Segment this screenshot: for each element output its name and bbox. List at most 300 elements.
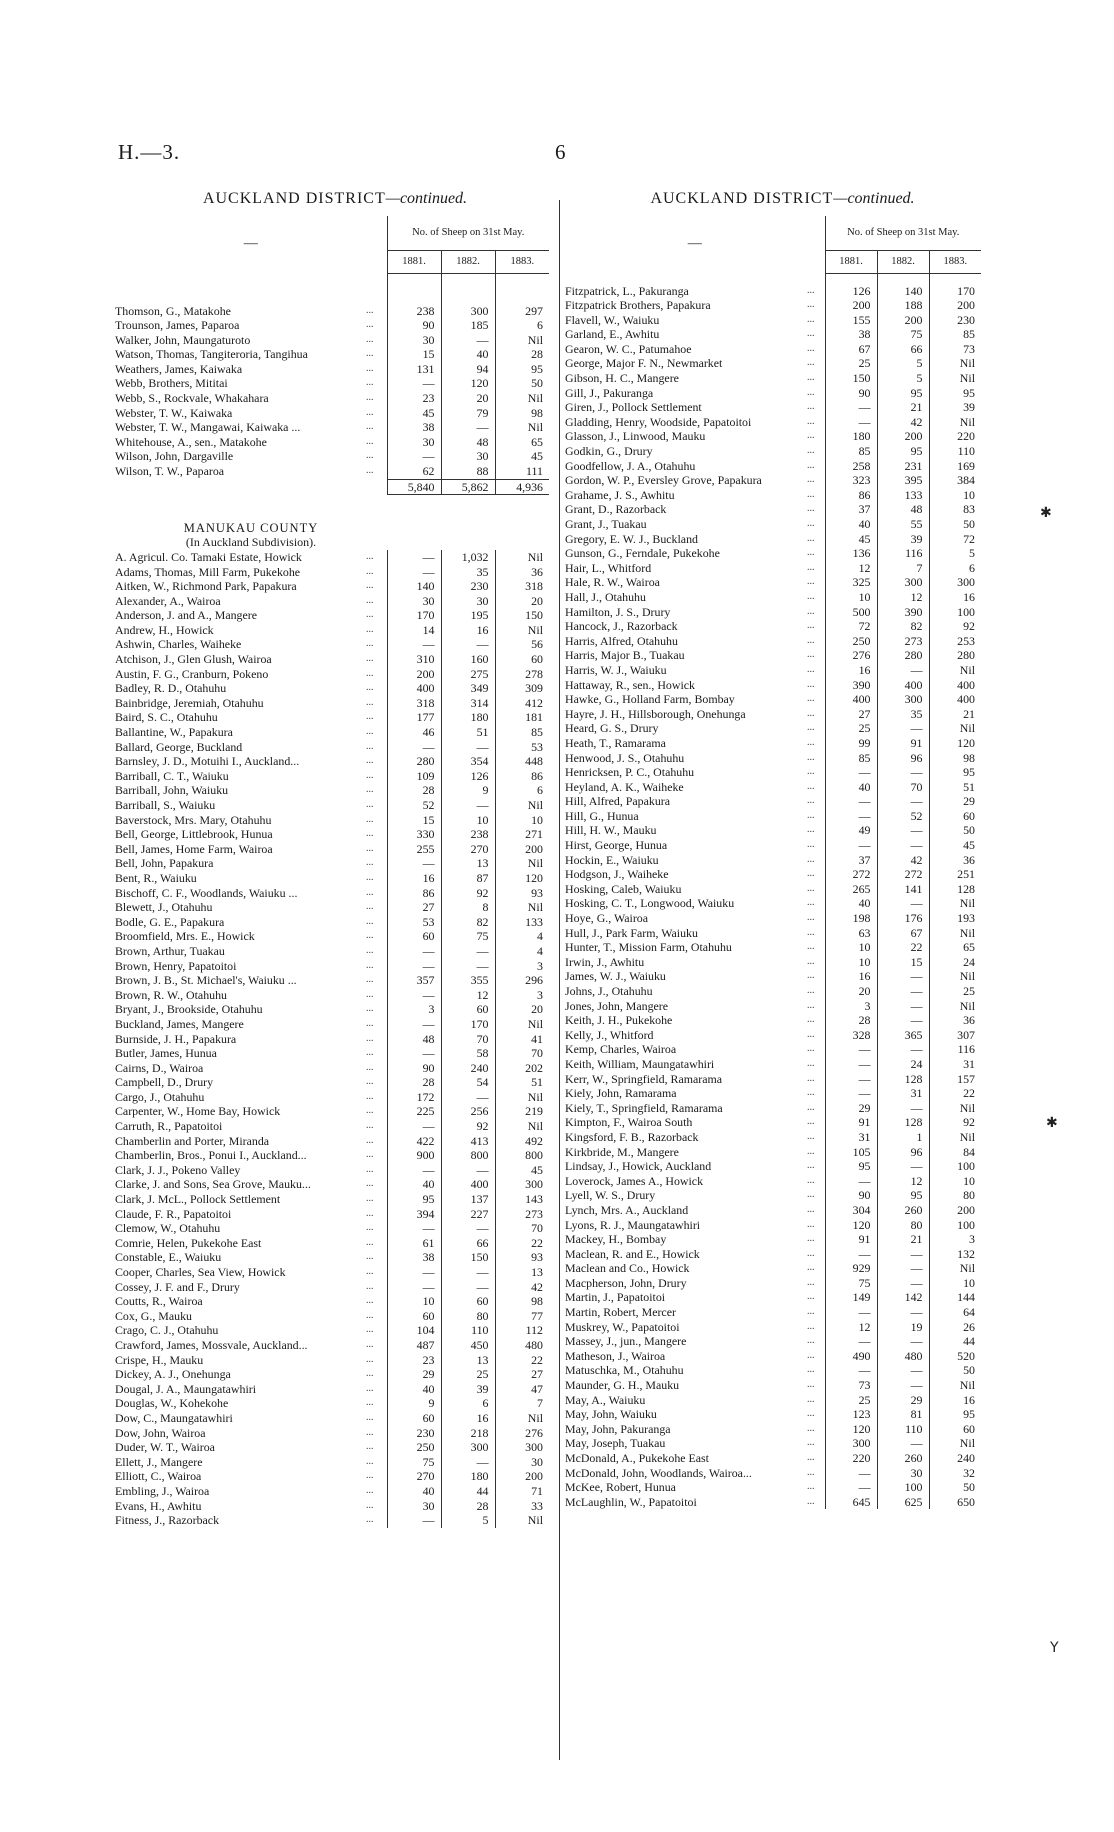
sheep-count: 110 xyxy=(877,1422,929,1437)
sheep-count: 10 xyxy=(495,813,549,828)
sheep-count: 300 xyxy=(825,1436,877,1451)
sheep-count: 21 xyxy=(877,1232,929,1247)
sheep-count: 28 xyxy=(387,783,441,798)
leader-dots: ... xyxy=(366,377,374,389)
sheep-count: 15 xyxy=(387,813,441,828)
owner-name: Henwood, J. S., Otahuhu xyxy=(565,750,685,765)
sheep-count: 330 xyxy=(387,827,441,842)
sheep-count: 27 xyxy=(387,900,441,915)
owner-name: Dow, C., Maungatawhiri xyxy=(115,1410,233,1425)
sheep-count: 10 xyxy=(929,488,981,503)
sheep-count: 1,032 xyxy=(441,550,495,565)
owner-name: Ellett, J., Mangere xyxy=(115,1454,203,1469)
table-row xyxy=(115,696,549,711)
sheep-count: Nil xyxy=(495,900,549,915)
leader-dots: ... xyxy=(366,813,374,825)
sheep-count: 91 xyxy=(877,736,929,751)
sheep-count: 75 xyxy=(441,929,495,944)
sheep-count: — xyxy=(441,333,495,348)
sheep-count: 41 xyxy=(495,1032,549,1047)
owner-name: Hattaway, R., sen., Howick xyxy=(565,677,695,692)
owner-name: Heath, T., Ramarama xyxy=(565,735,666,750)
sheep-count: 200 xyxy=(495,842,549,857)
sheep-count: 172 xyxy=(387,1090,441,1105)
right-column-title: AUCKLAND DISTRICT—continued. xyxy=(650,190,915,207)
sheep-count: 30 xyxy=(387,1499,441,1514)
sheep-count: — xyxy=(877,1276,929,1291)
owner-name: Hull, J., Park Farm, Waiuku xyxy=(565,925,698,940)
owner-name: Gearon, W. C., Patumahoe xyxy=(565,341,692,356)
table-row xyxy=(565,1378,981,1393)
owner-name: May, John, Pakuranga xyxy=(565,1421,671,1436)
sheep-count: 25 xyxy=(441,1367,495,1382)
table-row xyxy=(115,1148,549,1163)
sheep-count: 448 xyxy=(495,754,549,769)
owner-name: Trounson, James, Paparoa xyxy=(115,318,240,333)
table-row xyxy=(115,681,549,696)
sheep-count: 77 xyxy=(495,1309,549,1324)
leader-dots: ... xyxy=(366,1411,374,1423)
sheep-count: 70 xyxy=(495,1221,549,1236)
sheep-count: 39 xyxy=(441,1382,495,1397)
sheep-count: — xyxy=(441,1455,495,1470)
owner-name: Baverstock, Mrs. Mary, Otahuhu xyxy=(115,812,272,827)
table-row xyxy=(565,678,981,693)
leader-dots: ... xyxy=(807,605,815,617)
sheep-count: — xyxy=(441,944,495,959)
sheep-count: 170 xyxy=(929,284,981,299)
owner-name: Gregory, E. W. J., Buckland xyxy=(565,531,698,546)
sheep-count: 92 xyxy=(441,1119,495,1134)
owner-name: Badley, R. D., Otahuhu xyxy=(115,681,227,696)
sheep-count: 60 xyxy=(929,1422,981,1437)
leader-dots: ... xyxy=(807,357,815,369)
sheep-count: 365 xyxy=(877,1028,929,1043)
sheep-count: 12 xyxy=(877,1174,929,1189)
leader-dots: ... xyxy=(366,974,374,986)
sheep-count: 73 xyxy=(929,342,981,357)
sheep-count: 70 xyxy=(441,1032,495,1047)
owner-name: Watson, Thomas, Tangiteroria, Tangihua xyxy=(115,347,308,362)
owner-name: Flavell, W., Waiuku xyxy=(565,312,660,327)
leader-dots: ... xyxy=(366,580,374,592)
table-row xyxy=(115,652,549,667)
sheep-count: 96 xyxy=(877,1145,929,1160)
sheep-count: 328 xyxy=(825,1028,877,1043)
leader-dots: ... xyxy=(366,726,374,738)
owner-name: Kiely, T., Springfield, Ramarama xyxy=(565,1100,723,1115)
leader-dots: ... xyxy=(807,1028,815,1040)
table-row xyxy=(565,1188,981,1203)
sheep-count: 71 xyxy=(495,1484,549,1499)
table-row xyxy=(565,1290,981,1305)
sheep-count: 95 xyxy=(387,1192,441,1207)
sheep-count: 38 xyxy=(825,327,877,342)
sheep-count: 12 xyxy=(825,561,877,576)
year-header: 1883. xyxy=(929,251,981,274)
sheep-count: 90 xyxy=(825,386,877,401)
owner-name: George, Major F. N., Newmarket xyxy=(565,356,723,371)
table-row xyxy=(565,1363,981,1378)
sheep-count: 500 xyxy=(825,605,877,620)
sheep-count: — xyxy=(877,1334,929,1349)
sheep-count: — xyxy=(877,1305,929,1320)
sheep-count: 24 xyxy=(877,1057,929,1072)
leader-dots: ... xyxy=(807,1218,815,1230)
margin-mark-icon: Y xyxy=(1050,1640,1059,1656)
sheep-count: 28 xyxy=(495,347,549,362)
table-row xyxy=(115,929,549,944)
owner-name: Clark, J. McL., Pollock Settlement xyxy=(115,1192,281,1207)
owner-name: Comrie, Helen, Pukekohe East xyxy=(115,1235,262,1250)
owner-name: Butler, James, Hunua xyxy=(115,1046,217,1061)
sheep-count: 60 xyxy=(441,1294,495,1309)
sheep-count: 35 xyxy=(441,565,495,580)
owner-name: Hosking, C. T., Longwood, Waiuku xyxy=(565,896,735,911)
leader-dots: ... xyxy=(807,985,815,996)
table-row xyxy=(565,356,981,371)
margin-mark-icon: ✱ xyxy=(1046,1115,1058,1131)
owner-name: Lindsay, J., Howick, Auckland xyxy=(565,1159,712,1174)
leader-dots: ... xyxy=(807,1262,815,1274)
sheep-count: — xyxy=(877,1261,929,1276)
owner-name: Hosking, Caleb, Waiuku xyxy=(565,881,682,896)
leader-dots: ... xyxy=(366,450,374,462)
leader-dots: ... xyxy=(366,988,374,1000)
owner-name: Lyell, W. S., Drury xyxy=(565,1188,656,1203)
table-row xyxy=(115,449,549,464)
leader-dots: ... xyxy=(807,736,815,748)
sheep-count: 31 xyxy=(825,1130,877,1145)
table-row xyxy=(565,298,981,313)
sheep-count: Nil xyxy=(929,415,981,430)
page-number: 6 xyxy=(555,140,566,164)
sheep-count: 260 xyxy=(877,1451,929,1466)
owner-name: McDonald, A., Pukekohe East xyxy=(565,1451,709,1465)
sheep-count: 50 xyxy=(929,1363,981,1378)
table-row xyxy=(565,707,981,722)
leader-dots: ... xyxy=(807,415,815,427)
sheep-count: 645 xyxy=(825,1495,877,1510)
right-column xyxy=(565,190,1000,1509)
sheep-count: 100 xyxy=(929,1159,981,1174)
sheep-count: 64 xyxy=(929,1305,981,1320)
total-row xyxy=(115,479,549,495)
sheep-count: 60 xyxy=(929,809,981,824)
leader-dots: ... xyxy=(807,1466,815,1478)
table-row xyxy=(115,769,549,784)
leader-dots: ... xyxy=(807,1379,815,1391)
sheep-count: 37 xyxy=(825,502,877,517)
sheep-count: — xyxy=(825,1480,877,1495)
leader-dots: ... xyxy=(807,1437,815,1449)
leader-dots: ... xyxy=(807,1174,815,1186)
sheep-count: — xyxy=(825,1247,877,1262)
table-row xyxy=(565,605,981,620)
owner-name: Hair, L., Whitford xyxy=(565,560,652,575)
sheep-count: 126 xyxy=(825,284,877,299)
owner-name: Campbell, D., Drury xyxy=(115,1075,214,1090)
table-row xyxy=(115,1104,549,1119)
owner-name: Barriball, S., Waiuku xyxy=(115,798,216,812)
table-row xyxy=(565,400,981,415)
sheep-count: 390 xyxy=(825,678,877,693)
leader-dots: ... xyxy=(807,926,815,938)
owner-name: Brown, Arthur, Tuakau xyxy=(115,943,225,958)
sheep-count: 100 xyxy=(929,605,981,620)
table-row xyxy=(565,751,981,766)
sheep-count: 81 xyxy=(877,1407,929,1422)
table-row xyxy=(115,1411,549,1426)
leader-dots: ... xyxy=(366,930,374,942)
leader-dots: ... xyxy=(807,342,815,354)
owner-name: Adams, Thomas, Mill Farm, Pukekohe xyxy=(115,564,301,579)
leader-dots: ... xyxy=(807,1189,815,1201)
leader-dots: ... xyxy=(366,1470,374,1482)
table-row xyxy=(115,1455,549,1470)
sheep-count: 400 xyxy=(929,678,981,693)
sheep-count: 250 xyxy=(825,634,877,649)
sheep-count: 48 xyxy=(441,435,495,450)
leader-dots: ... xyxy=(366,682,374,694)
sheep-count: — xyxy=(441,1163,495,1178)
owner-name: Hayre, J. H., Hillsborough, Onehunga xyxy=(565,706,746,721)
sheep-count: 92 xyxy=(929,1115,981,1130)
owner-name: Kerr, W., Springfield, Ramarama xyxy=(565,1071,723,1086)
owner-name: Weathers, James, Kaiwaka xyxy=(115,361,243,376)
sheep-count: 45 xyxy=(387,406,441,421)
sheep-count: 5 xyxy=(877,356,929,371)
sheep-count: 1 xyxy=(877,1130,929,1145)
sheep-count: 48 xyxy=(387,1032,441,1047)
table-row xyxy=(565,955,981,970)
sheep-count: 300 xyxy=(877,692,929,707)
table-row xyxy=(115,1367,549,1382)
sheep-count: 7 xyxy=(495,1396,549,1411)
table-row xyxy=(115,1309,549,1324)
sheep-count: 50 xyxy=(929,823,981,838)
sheep-count: 625 xyxy=(877,1495,929,1510)
owner-name: Wilson, John, Dargaville xyxy=(115,449,234,464)
sheep-count: 304 xyxy=(825,1203,877,1218)
table-row xyxy=(115,1353,549,1368)
sheep-count: 12 xyxy=(877,590,929,605)
table-row xyxy=(565,517,981,532)
table-row xyxy=(115,333,549,348)
leader-dots: ... xyxy=(807,1043,815,1055)
table-row xyxy=(565,969,981,984)
leader-dots: ... xyxy=(366,1280,374,1292)
owner-name: Brown, J. B., St. Michael's, Waiuku ... xyxy=(115,973,297,988)
sheep-count: — xyxy=(825,1057,877,1072)
leader-dots: ... xyxy=(807,678,815,690)
sheep-count: 384 xyxy=(929,473,981,488)
table-row xyxy=(565,1101,981,1116)
sheep-count: 105 xyxy=(825,1145,877,1160)
sheep-count: — xyxy=(441,637,495,652)
owner-name: Heyland, A. K., Waiheke xyxy=(565,779,684,794)
owner-name: Fitzpatrick, L., Pakuranga xyxy=(565,283,689,298)
sheep-count: Nil xyxy=(929,1378,981,1393)
leader-dots: ... xyxy=(366,609,374,621)
sheep-count: 86 xyxy=(825,488,877,503)
sheep-count: 46 xyxy=(387,725,441,740)
leader-dots: ... xyxy=(366,1382,374,1394)
sheep-count: 30 xyxy=(441,449,495,464)
owner-name: Carruth, R., Papatoitoi xyxy=(115,1119,223,1134)
sheep-count: 28 xyxy=(441,1499,495,1514)
owner-name: Cairns, D., Wairoa xyxy=(115,1060,204,1075)
owner-name: Duder, W. T., Wairoa xyxy=(115,1440,215,1455)
leader-dots: ... xyxy=(807,955,815,967)
table-row xyxy=(565,1393,981,1408)
sheep-count: 63 xyxy=(825,926,877,941)
sheep-count: — xyxy=(387,1017,441,1032)
owner-name: Elliott, C., Wairoa xyxy=(115,1469,202,1484)
sheep-count: — xyxy=(877,1378,929,1393)
leader-dots: ... xyxy=(807,649,815,661)
sheep-count: 80 xyxy=(929,1188,981,1203)
leader-dots: ... xyxy=(366,392,374,404)
sheep-count: 47 xyxy=(495,1382,549,1397)
owner-name: Barnsley, J. D., Motuihi I., Auckland... xyxy=(115,754,300,769)
sheep-count: 95 xyxy=(929,386,981,401)
sheep-count: — xyxy=(877,1159,929,1174)
sheep-count: 180 xyxy=(825,429,877,444)
sheep-count: — xyxy=(441,1090,495,1105)
year-header: 1882. xyxy=(877,251,929,274)
sheep-count: 929 xyxy=(825,1261,877,1276)
table-row xyxy=(115,1046,549,1061)
sheep-count: 278 xyxy=(495,667,549,682)
owner-name: Barriball, C. T., Waiuku xyxy=(115,768,229,783)
sheep-count: 100 xyxy=(929,1218,981,1233)
leader-dots: ... xyxy=(807,1408,815,1420)
owner-name: Hirst, George, Hunua xyxy=(565,838,668,853)
sheep-count: 13 xyxy=(441,1353,495,1368)
sheep-count: 30 xyxy=(387,333,441,348)
owner-name: McLaughlin, W., Papatoitoi xyxy=(565,1494,697,1509)
sheep-count: 193 xyxy=(929,911,981,926)
owner-name: Maclean, R. and E., Howick xyxy=(565,1246,700,1261)
year-header: 1883. xyxy=(495,251,549,274)
sheep-count: — xyxy=(387,1513,441,1528)
table-row xyxy=(115,623,549,638)
table-row xyxy=(565,1028,981,1043)
sheep-count: — xyxy=(825,1072,877,1087)
sheep-count: 318 xyxy=(387,696,441,711)
sheep-count: — xyxy=(825,838,877,853)
sheep-count: 95 xyxy=(929,1407,981,1422)
leader-dots: ... xyxy=(366,1134,374,1146)
owner-name: Clark, J. J., Pokeno Valley xyxy=(115,1162,241,1177)
table-row xyxy=(565,327,981,342)
leader-dots: ... xyxy=(807,532,815,544)
sheep-count: — xyxy=(877,1101,929,1116)
leader-dots: ... xyxy=(366,842,374,854)
sheep-count: 38 xyxy=(387,420,441,435)
left-sheep-table xyxy=(115,216,549,1528)
sheep-count: 95 xyxy=(877,386,929,401)
leader-dots: ... xyxy=(807,809,815,821)
owner-name: A. Agricul. Co. Tamaki Estate, Howick xyxy=(115,549,302,564)
sheep-count: 23 xyxy=(387,391,441,406)
sheep-count: 13 xyxy=(441,856,495,871)
leader-dots: ... xyxy=(366,1047,374,1059)
sheep-count: 143 xyxy=(495,1192,549,1207)
sheep-count: 110 xyxy=(929,444,981,459)
table-row xyxy=(115,1513,549,1528)
owner-name: Crago, C. J., Otahuhu xyxy=(115,1323,219,1338)
table-row xyxy=(115,362,549,377)
sheep-count: 23 xyxy=(387,1353,441,1368)
sheep-count: 28 xyxy=(387,1075,441,1090)
sheep-count: 400 xyxy=(441,1177,495,1192)
table-row xyxy=(115,406,549,421)
leader-dots: ... xyxy=(366,769,374,781)
sheep-count: 82 xyxy=(877,619,929,634)
leader-dots: ... xyxy=(366,1003,374,1015)
sheep-count: 40 xyxy=(825,517,877,532)
sheep-count: 177 xyxy=(387,710,441,725)
owner-name: Jones, John, Mangere xyxy=(565,998,669,1013)
owner-name: Lyons, R. J., Maungatawhiri xyxy=(565,1217,701,1232)
sheep-count: 48 xyxy=(877,502,929,517)
owner-name: Chamberlin and Porter, Miranda xyxy=(115,1133,270,1148)
leader-dots: ... xyxy=(366,1193,374,1205)
sheep-count: 200 xyxy=(929,298,981,313)
table-row xyxy=(115,813,549,828)
sheep-count: 42 xyxy=(495,1280,549,1295)
owner-name: Maclean and Co., Howick xyxy=(565,1261,690,1276)
table-row xyxy=(115,1440,549,1455)
sheep-count: 62 xyxy=(387,464,441,479)
leader-dots: ... xyxy=(807,488,815,500)
owner-name: Andrew, H., Howick xyxy=(115,622,214,637)
table-row xyxy=(115,944,549,959)
sheep-count: 275 xyxy=(441,667,495,682)
sheep-count: 238 xyxy=(441,827,495,842)
sheep-count: 253 xyxy=(929,634,981,649)
sheep-count: 98 xyxy=(495,406,549,421)
table-row xyxy=(565,342,981,357)
leader-dots: ... xyxy=(807,1130,815,1142)
table-row xyxy=(565,853,981,868)
sheep-count: 42 xyxy=(877,415,929,430)
table-row xyxy=(565,1349,981,1364)
sheep-count: 150 xyxy=(825,371,877,386)
sheep-count: 22 xyxy=(929,1086,981,1101)
sheep-count: 32 xyxy=(929,1466,981,1481)
margin-mark-icon: ✱ xyxy=(1040,505,1052,521)
leader-dots: ... xyxy=(807,1160,815,1172)
owner-name: Gibson, H. C., Mangere xyxy=(565,371,679,386)
left-column xyxy=(115,190,555,1528)
owner-name: Heard, G. S., Drury xyxy=(565,721,659,736)
sheep-count: 112 xyxy=(495,1323,549,1338)
sheep-count: 231 xyxy=(877,459,929,474)
sheep-count: 98 xyxy=(495,1294,549,1309)
owner-name: Matheson, J., Wairoa xyxy=(565,1348,666,1363)
sheep-count: Nil xyxy=(929,969,981,984)
table-row xyxy=(115,740,549,755)
table-row xyxy=(115,1323,549,1338)
sheep-count: 150 xyxy=(441,1250,495,1265)
sheep-count: 300 xyxy=(495,1177,549,1192)
leader-dots: ... xyxy=(366,623,374,635)
sheep-count: 487 xyxy=(387,1338,441,1353)
leader-dots: ... xyxy=(807,707,815,719)
